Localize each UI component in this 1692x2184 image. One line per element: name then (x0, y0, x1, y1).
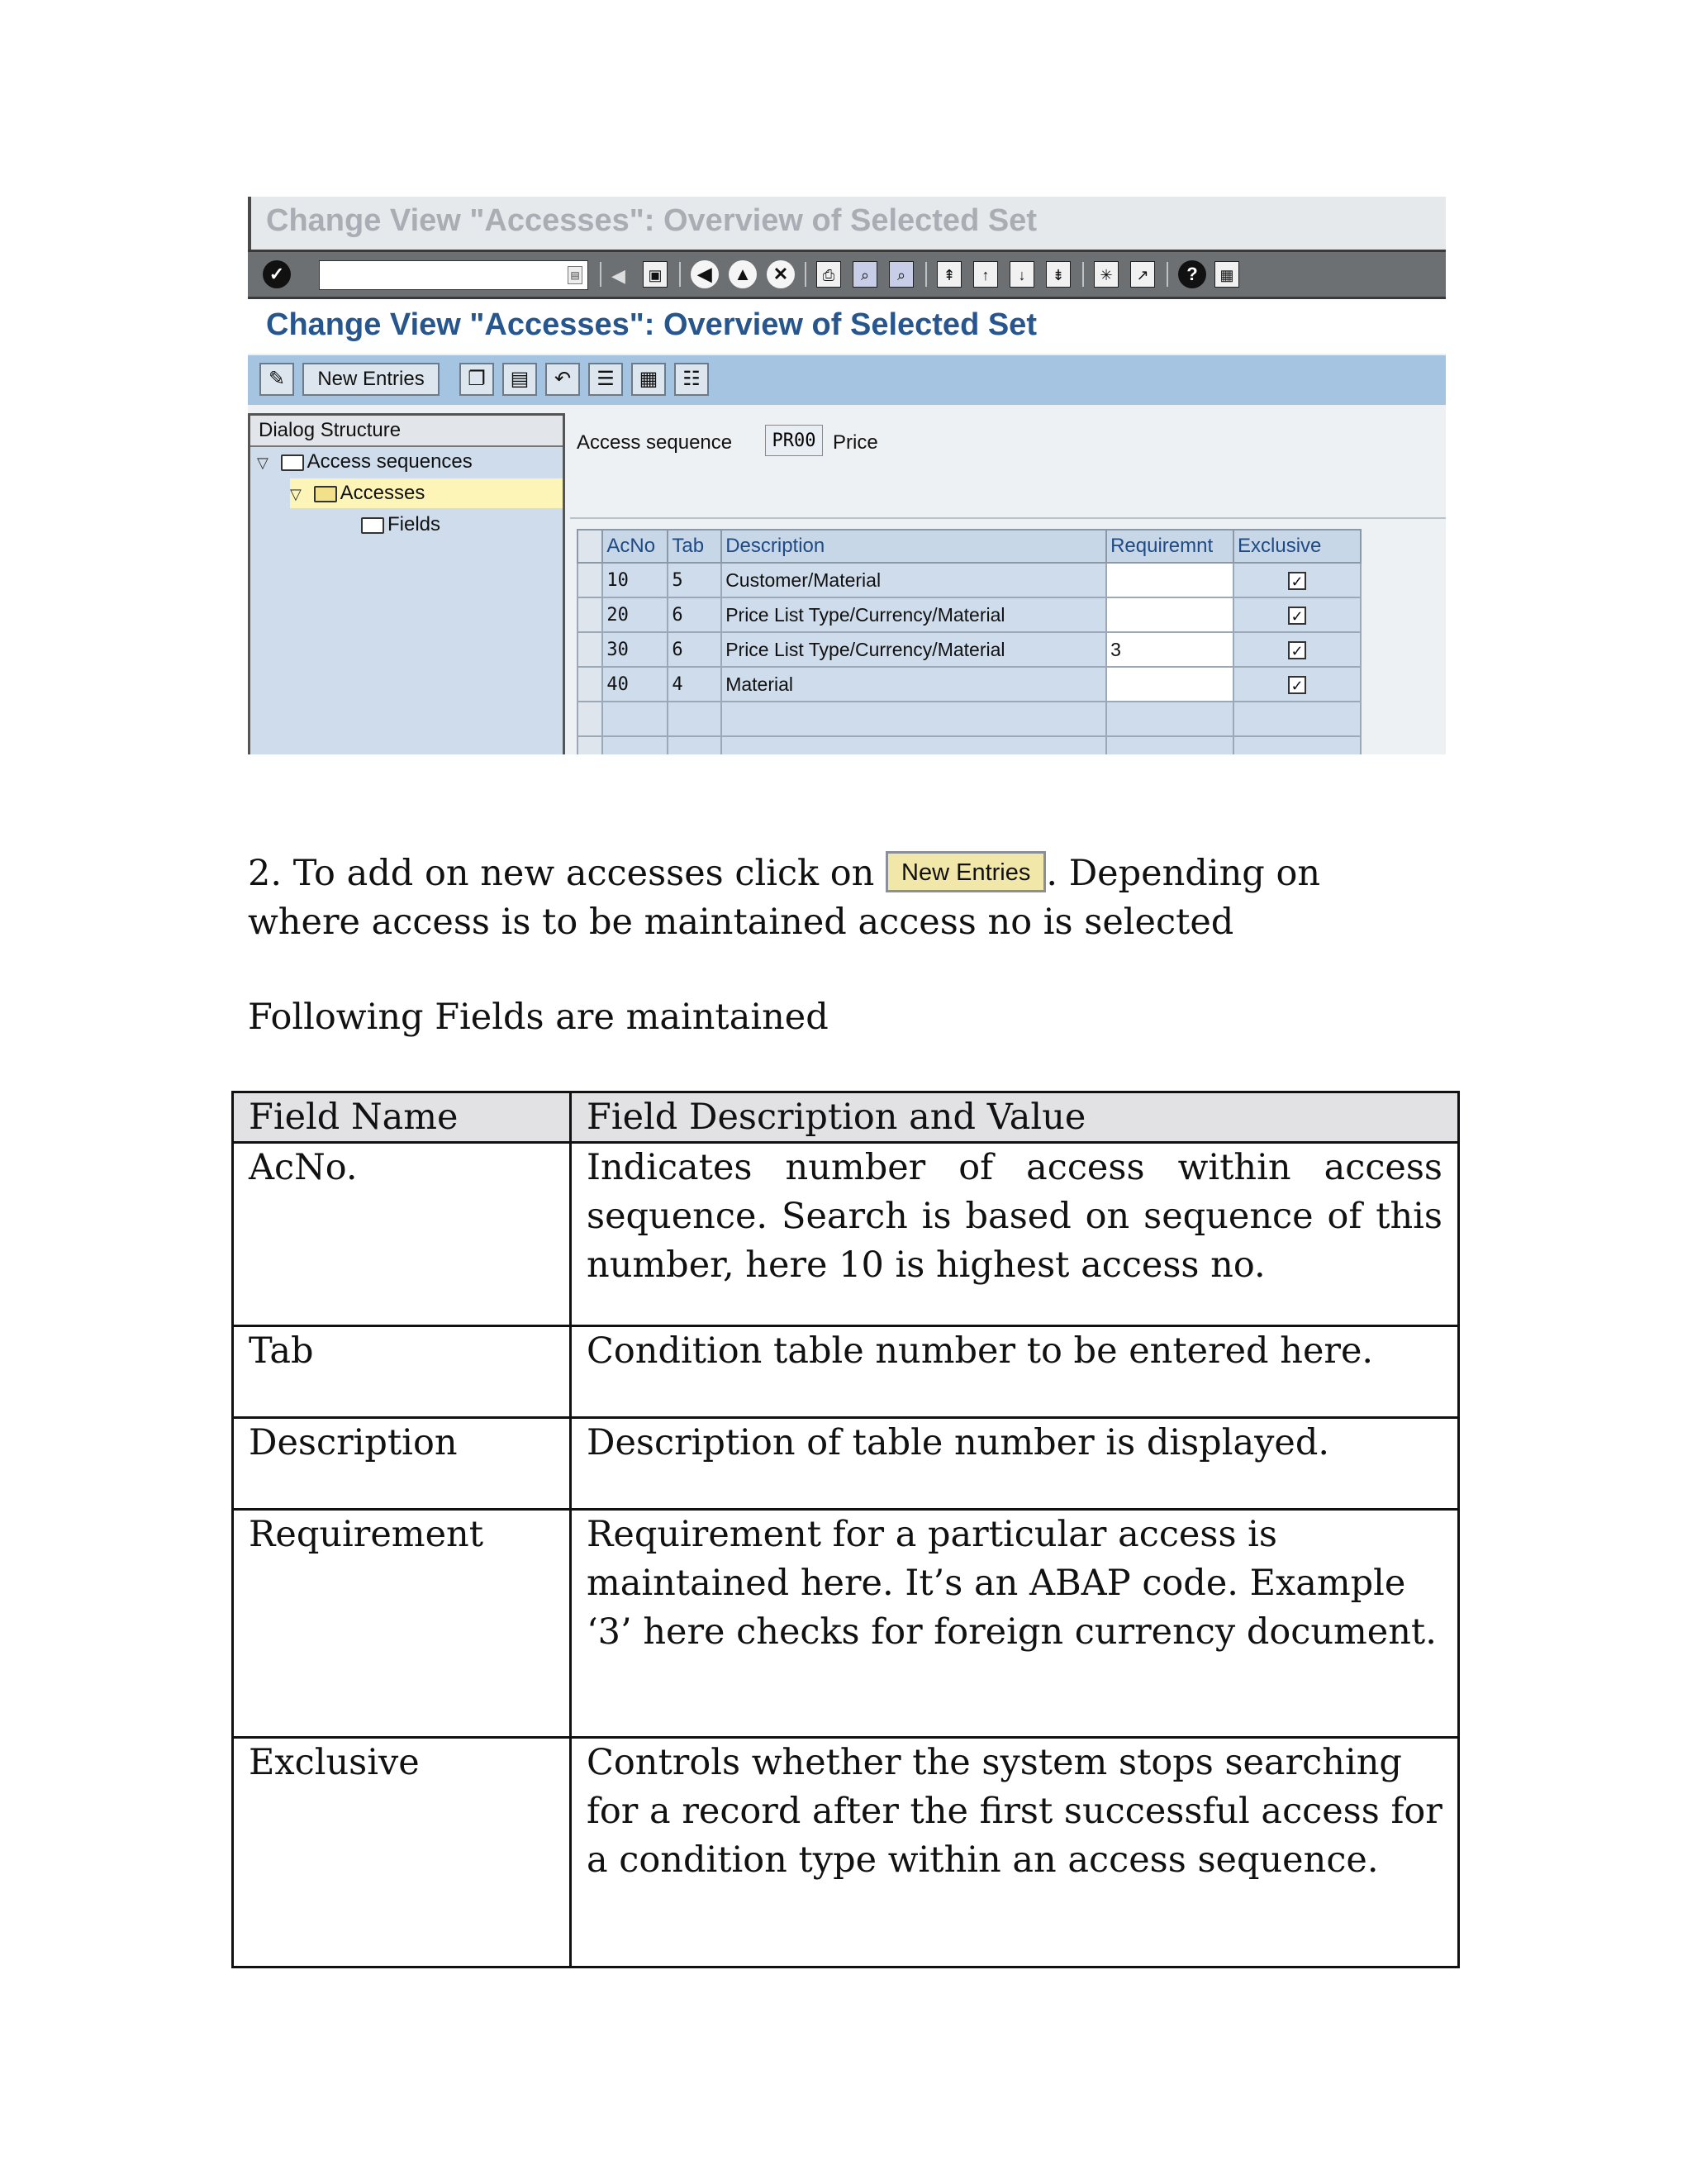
access-sequence-field[interactable]: PR00 (765, 425, 823, 456)
overview-pane (570, 413, 1446, 754)
table-row-empty (577, 702, 1361, 736)
cancel-icon[interactable]: ✕ (767, 260, 795, 288)
exclusive-checkbox[interactable]: ✓ (1288, 676, 1306, 694)
field-description-cell: Condition table number to be entered here. (571, 1326, 1459, 1418)
screen-title: Change View "Accesses": Overview of Selected Set (266, 307, 1037, 342)
acno-cell[interactable]: 30 (602, 632, 668, 667)
acno-cell[interactable] (602, 702, 668, 736)
column-header-requirement[interactable]: Requiremnt (1106, 530, 1233, 563)
exclusive-checkbox[interactable]: ✓ (1288, 607, 1306, 625)
acno-cell[interactable] (602, 736, 668, 754)
description-cell: Price List Type/Currency/Material (721, 597, 1106, 632)
description-cell: Material (721, 667, 1106, 702)
folder-icon (281, 454, 304, 471)
table-row (233, 1418, 1459, 1510)
toolbar-separator (600, 262, 601, 287)
acno-cell[interactable]: 10 (602, 563, 668, 597)
window-titlebar (248, 197, 1446, 250)
new-entries-button[interactable]: New Entries (302, 363, 440, 396)
acno-cell[interactable]: 40 (602, 667, 668, 702)
layout-icon[interactable]: ▦ (1214, 261, 1239, 288)
field-description-cell: Indicates number of access within access sequence. Search is based on sequence of this number, here 10 is highest access no. (571, 1143, 1459, 1326)
accesses-table (577, 529, 1362, 754)
requirement-cell[interactable] (1106, 667, 1233, 702)
column-header-acno[interactable]: AcNo (602, 530, 668, 563)
back-icon[interactable]: ◀ (691, 260, 719, 288)
access-sequence-text: Price (833, 431, 878, 454)
fields-intro: Following Fields are maintained (248, 997, 829, 1038)
table-row (233, 1326, 1459, 1418)
exclusive-checkbox[interactable]: ✓ (1288, 641, 1306, 659)
toolbar-separator (1167, 262, 1168, 287)
application-toolbar (248, 355, 1446, 405)
window-title: Change View "Accesses": Overview of Selected Set (266, 203, 1037, 238)
table-header-row (233, 1092, 1459, 1143)
step-2-text-line2: where access is to be maintained access no is selected (248, 902, 1234, 943)
requirement-cell[interactable] (1106, 702, 1233, 736)
field-name-cell: Requirement (233, 1510, 571, 1738)
last-page-icon[interactable]: ⇟ (1046, 261, 1071, 288)
column-header-field-description: Field Description and Value (571, 1092, 1459, 1143)
deselect-all-icon[interactable]: ☷ (674, 363, 709, 396)
table-row (577, 597, 1361, 632)
tab-cell[interactable]: 5 (668, 563, 721, 597)
dialog-structure-panel (248, 413, 565, 754)
exclusive-cell[interactable] (1233, 702, 1361, 736)
step-2-paragraph (248, 849, 1446, 947)
table-row (577, 563, 1361, 597)
step-2-text-before: 2. To add on new accesses click on (248, 853, 875, 894)
access-sequence-label: Access sequence (577, 431, 733, 454)
row-selector[interactable] (577, 563, 602, 597)
field-description-cell: Description of table number is displayed. (571, 1418, 1459, 1510)
tree-item-label: Accesses (340, 482, 425, 504)
toolbar-separator (1082, 262, 1084, 287)
copy-as-icon[interactable]: ❐ (459, 363, 494, 396)
field-description-cell: Requirement for a particular access is maintained here. It’s an ABAP code. Example ‘3’ here checks for foreign currency document. (571, 1510, 1459, 1738)
screen-header (248, 299, 1446, 354)
table-row-empty (577, 736, 1361, 754)
exclusive-cell (1233, 632, 1361, 667)
find-icon[interactable]: ⌕ (853, 261, 877, 288)
tab-cell[interactable] (668, 702, 721, 736)
shortcut-icon[interactable]: ↗ (1130, 261, 1155, 288)
exclusive-cell[interactable] (1233, 736, 1361, 754)
select-all-icon[interactable]: ☰ (588, 363, 623, 396)
new-session-icon[interactable]: ✳ (1094, 261, 1119, 288)
print-icon[interactable]: ⎙ (816, 261, 841, 288)
toolbar-separator (925, 262, 927, 287)
table-row (577, 667, 1361, 702)
first-page-icon[interactable]: ⇞ (937, 261, 962, 288)
column-header-tab[interactable]: Tab (668, 530, 721, 563)
requirement-cell[interactable]: 3 (1106, 632, 1233, 667)
table-row (233, 1143, 1459, 1326)
description-cell (721, 736, 1106, 754)
requirement-cell[interactable] (1106, 563, 1233, 597)
system-toolbar (248, 250, 1446, 299)
enter-icon[interactable]: ✓ (263, 260, 291, 288)
tab-cell[interactable]: 6 (668, 632, 721, 667)
requirement-cell[interactable] (1106, 597, 1233, 632)
tree-item-accesses[interactable] (290, 478, 563, 508)
table-row (233, 1510, 1459, 1738)
save-icon[interactable]: ▣ (643, 261, 668, 288)
open-folder-icon (314, 486, 337, 502)
next-page-icon[interactable]: ↓ (1010, 261, 1034, 288)
tab-cell[interactable]: 4 (668, 667, 721, 702)
column-header-description[interactable]: Description (721, 530, 1106, 563)
exclusive-cell (1233, 667, 1361, 702)
requirement-cell[interactable] (1106, 736, 1233, 754)
step-2-text-after: . Depending on (1046, 853, 1321, 894)
exclusive-cell (1233, 597, 1361, 632)
exclusive-cell (1233, 563, 1361, 597)
toolbar-separator (805, 262, 806, 287)
delete-icon[interactable]: ▤ (502, 363, 537, 396)
display-change-icon[interactable]: ✎ (259, 363, 294, 396)
acno-cell[interactable]: 20 (602, 597, 668, 632)
row-selector-header[interactable] (577, 530, 602, 563)
back-arrow-icon[interactable]: ◀ (611, 265, 625, 286)
table-row (233, 1738, 1459, 1968)
tab-cell[interactable]: 6 (668, 597, 721, 632)
select-block-icon[interactable]: ▦ (631, 363, 666, 396)
table-header-row (577, 530, 1361, 563)
find-next-icon[interactable]: ⌕ (889, 261, 914, 288)
field-name-cell: Tab (233, 1326, 571, 1418)
tab-cell[interactable] (668, 736, 721, 754)
column-header-exclusive[interactable]: Exclusive (1233, 530, 1361, 563)
tree-item-fields[interactable] (361, 510, 440, 540)
command-dropdown-icon[interactable]: ▤ (568, 266, 582, 284)
exclusive-checkbox[interactable]: ✓ (1288, 572, 1306, 590)
column-header-field-name: Field Name (233, 1092, 571, 1143)
help-icon[interactable]: ? (1178, 260, 1206, 288)
description-cell: Customer/Material (721, 563, 1106, 597)
expand-icon[interactable]: ▽ (290, 486, 302, 502)
row-selector[interactable] (577, 632, 602, 667)
tree-item-access-sequences[interactable] (257, 447, 473, 477)
sap-screenshot (248, 197, 1446, 754)
field-description-cell: Controls whether the system stops searching for a record after the first successful access for a condition type within an access sequence. (571, 1738, 1459, 1968)
field-description-table (231, 1091, 1460, 1968)
row-selector[interactable] (577, 702, 602, 736)
dialog-structure-title: Dialog Structure (250, 416, 563, 447)
row-selector[interactable] (577, 597, 602, 632)
description-cell: Price List Type/Currency/Material (721, 632, 1106, 667)
expand-icon[interactable]: ▽ (257, 454, 269, 471)
row-selector[interactable] (577, 736, 602, 754)
description-cell (721, 702, 1106, 736)
row-selector[interactable] (577, 667, 602, 702)
new-entries-button[interactable]: New Entries (886, 851, 1046, 892)
tree-item-label: Access sequences (307, 450, 473, 473)
field-name-cell: Description (233, 1418, 571, 1510)
divider (570, 517, 1446, 519)
undo-icon[interactable]: ↶ (545, 363, 580, 396)
previous-page-icon[interactable]: ↑ (973, 261, 998, 288)
exit-icon[interactable]: ▲ (729, 260, 757, 288)
field-name-cell: AcNo. (233, 1143, 571, 1326)
field-name-cell: Exclusive (233, 1738, 571, 1968)
toolbar-separator (679, 262, 681, 287)
folder-icon (361, 517, 384, 534)
command-field[interactable] (319, 260, 588, 290)
tree-item-label: Fields (387, 513, 441, 535)
table-row (577, 632, 1361, 667)
